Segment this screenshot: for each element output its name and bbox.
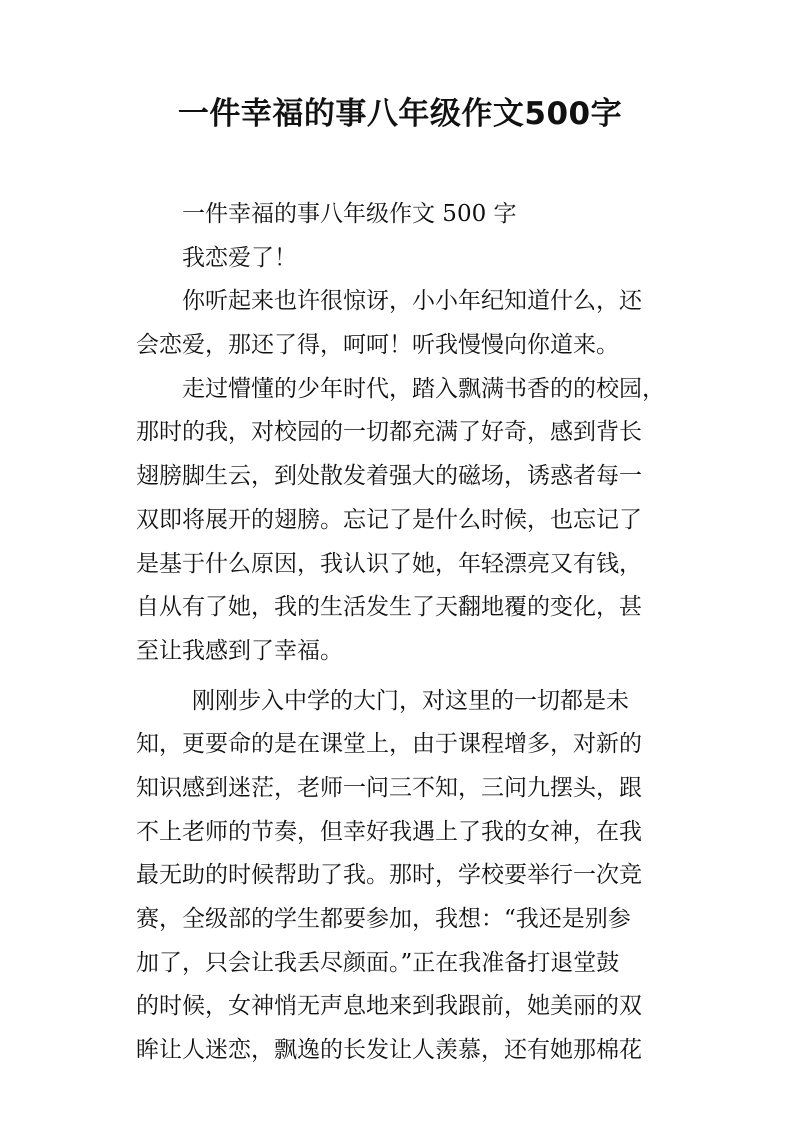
paragraph-line: 最无助的时候帮助了我。那时，学校要举行一次竞 [136,862,642,889]
document-body [136,193,672,1073]
paragraph-line: 加了，只会让我丢尽颜面。”正在我准备打退堂鼓 [136,949,620,976]
paragraph-line: 我恋爱了！ [182,244,297,271]
paragraph-line: 赛，全级部的学生都要参加，我想：“我还是别参 [136,906,631,932]
paragraph-line: 的时候，女神悄无声息地来到我跟前，她美丽的双 [136,993,642,1020]
paragraph-line: 双即将展开的翅膀。忘记了是什么时候，也忘记了 [136,506,642,533]
paragraph-line: 至让我感到了幸福。 [136,637,343,664]
paragraph-line: 翅膀脚生云，到处散发着强大的磁场，诱惑者每一 [136,463,642,490]
paragraph-line: 那时的我，对校园的一切都充满了好奇，感到背长 [136,419,642,446]
document-title: 一件幸福的事八年级作文500字 [177,96,623,132]
paragraph-line: 知识感到迷茫，老师一问三不知，三问九摆头，跟 [136,774,642,801]
paragraph-line: 不上老师的节奏，但幸好我遇上了我的女神，在我 [136,818,642,845]
paragraph-line: 刚刚步入中学的大门，对这里的一切都是未 [192,687,629,714]
paragraph-line: 是基于什么原因，我认识了她，年轻漂亮又有钱， [136,550,642,577]
paragraph-line: 会恋爱，那还了得，呵呵！听我慢慢向你道来。 [136,332,619,359]
paragraph-line: 眸让人迷恋，飘逸的长发让人羡慕，还有她那棉花 [136,1037,642,1064]
paragraph-line: 自从有了她，我的生活发生了天翻地覆的变化，甚 [136,594,642,621]
paragraph-line: 走过懵懂的少年时代，踏入飘满书香的的校园， [182,375,665,402]
paragraph-line: 你听起来也许很惊讶，小小年纪知道什么，还 [182,288,642,315]
subtitle-line: 一件幸福的事八年级作文 500 字 [182,201,517,227]
paragraph-line: 知，更要命的是在课堂上，由于课程增多，对新的 [136,731,642,758]
